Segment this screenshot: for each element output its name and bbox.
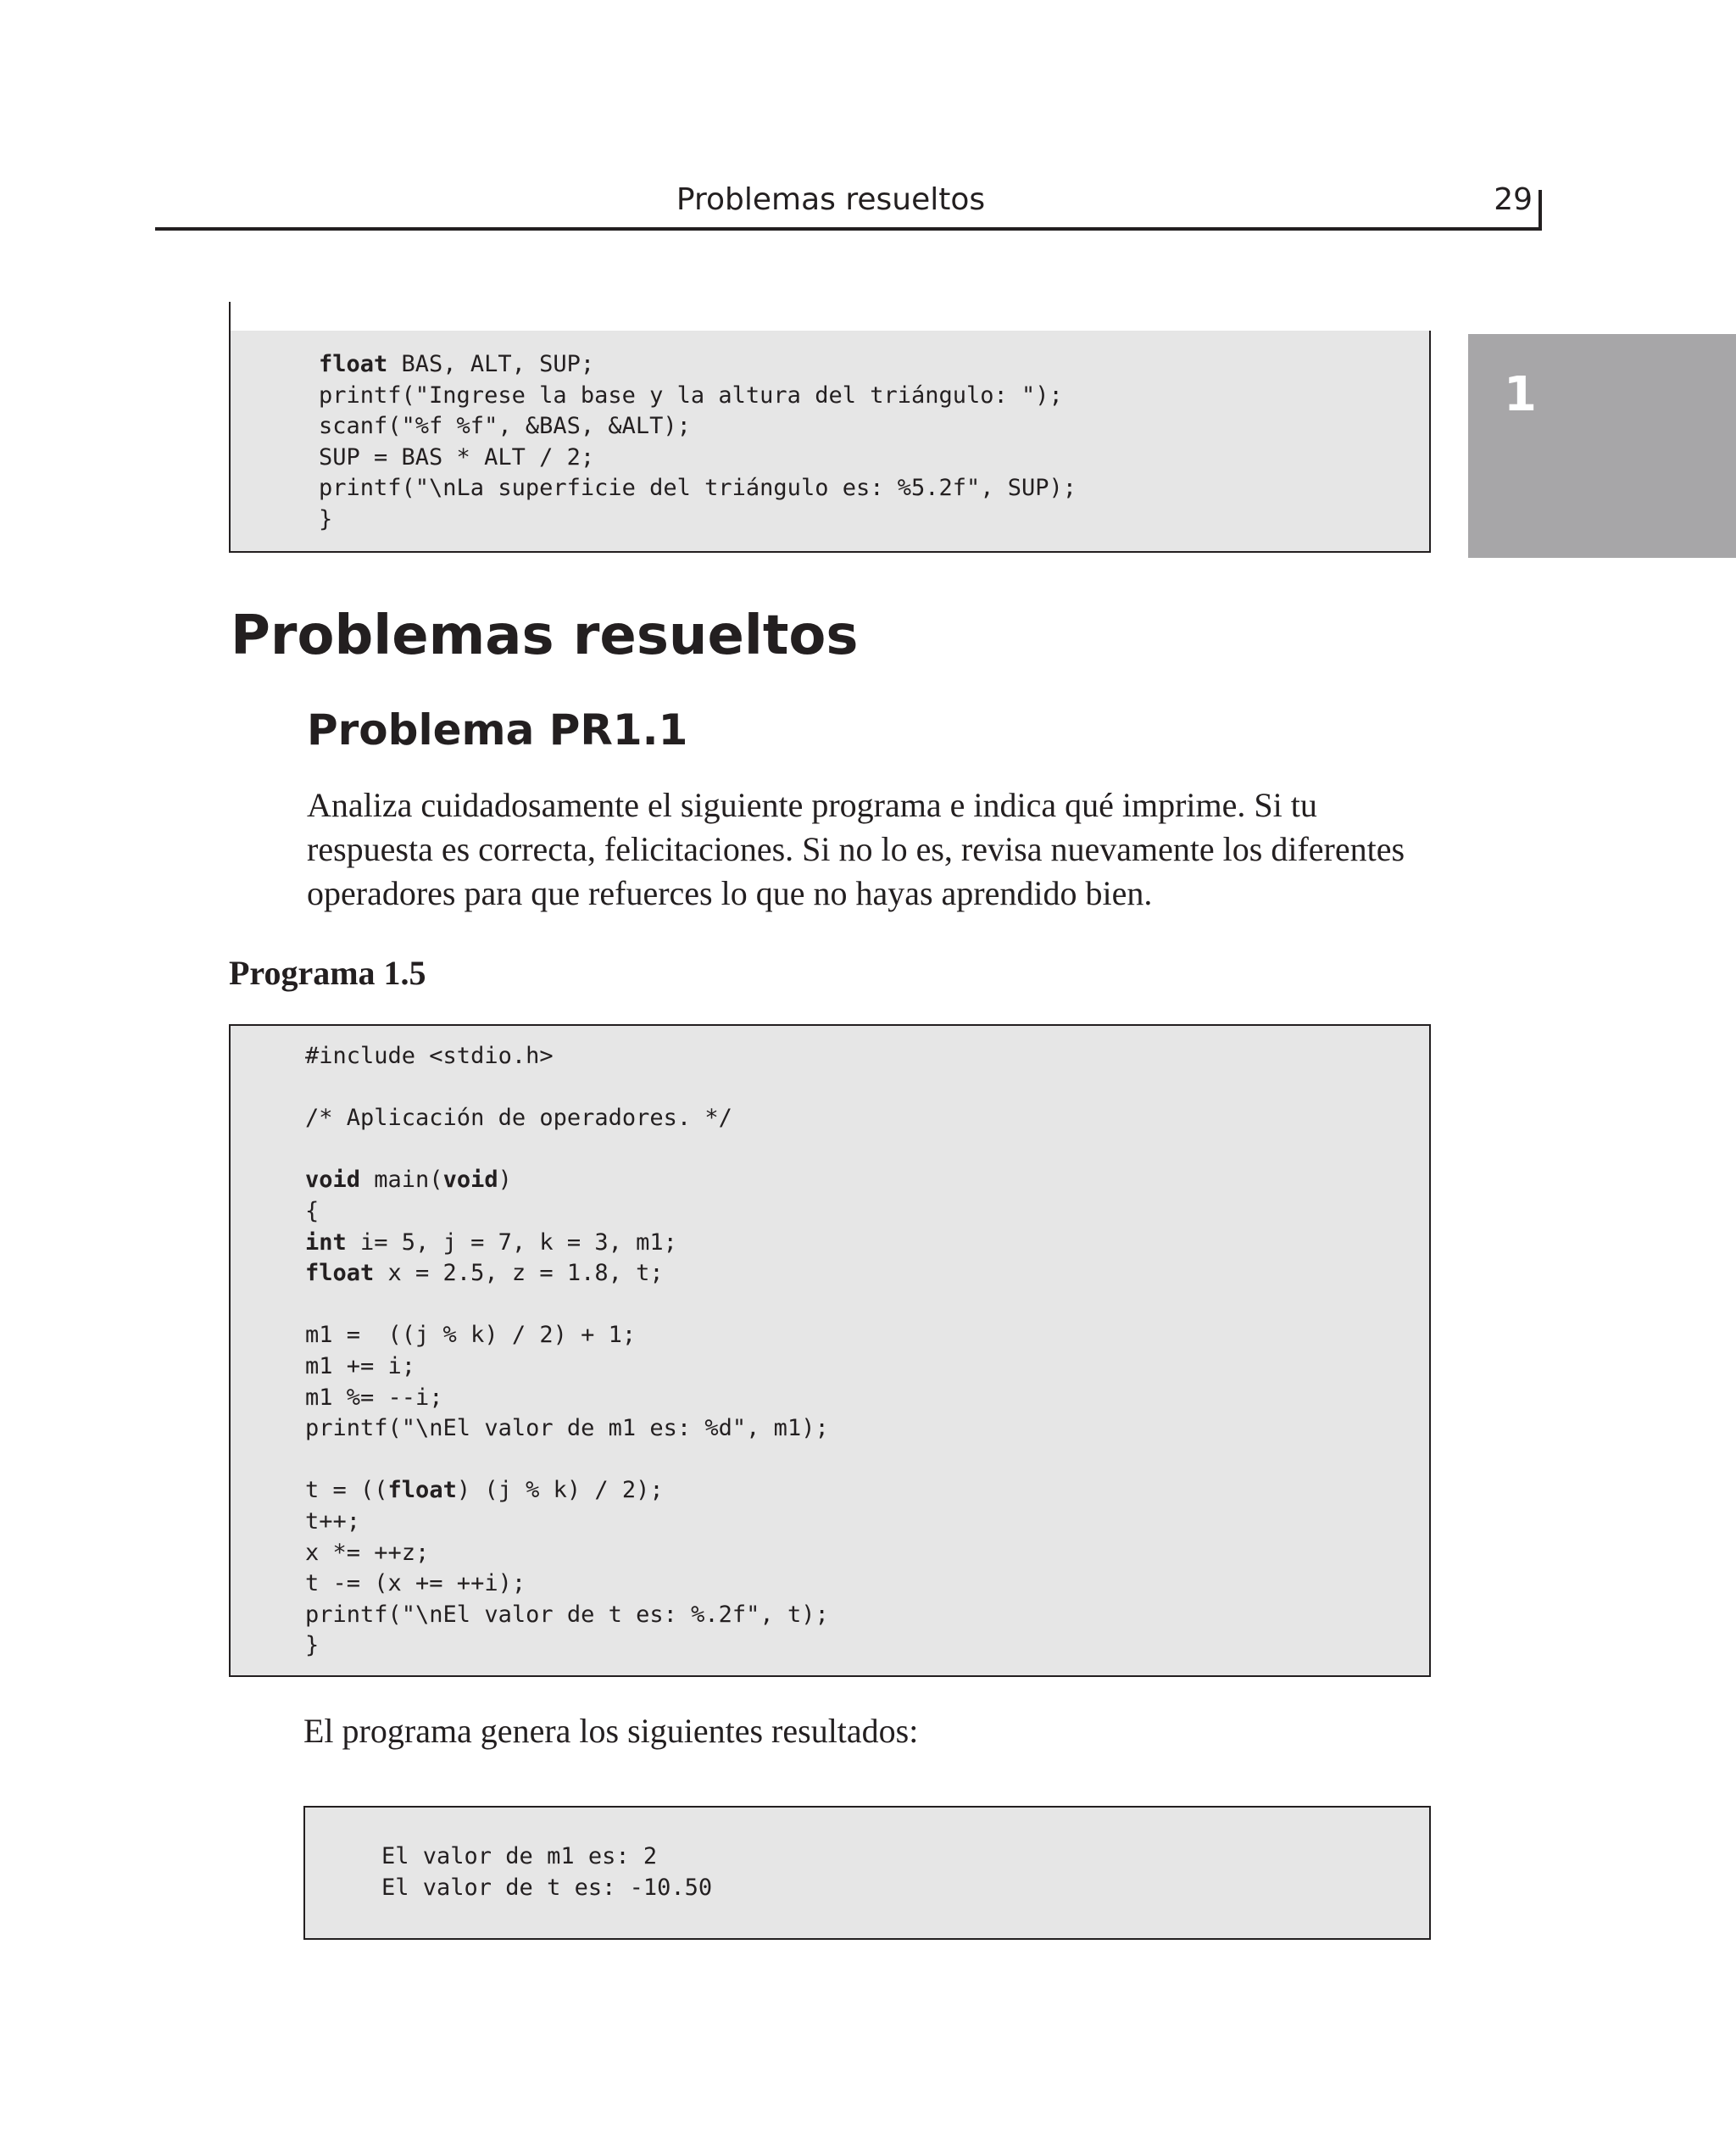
code-text: x *= ++z; — [305, 1539, 430, 1566]
code-line — [305, 1290, 829, 1321]
code-line — [305, 1165, 829, 1196]
code-line — [305, 1413, 829, 1445]
code-lines — [305, 1041, 829, 1662]
code-line — [305, 1630, 829, 1662]
code-text: #include <stdio.h> — [305, 1043, 554, 1069]
code-text: /* Aplicación de operadores. */ — [305, 1105, 732, 1132]
code-keyword: float — [305, 1260, 375, 1287]
code-listing-continued — [229, 331, 1431, 553]
header-rule — [155, 227, 1542, 231]
code-line — [319, 443, 1077, 474]
code-text: printf("\nEl valor de m1 es: %d", m1); — [305, 1415, 829, 1442]
code-text: { — [305, 1197, 320, 1224]
program-label: Programa 1.5 — [229, 954, 426, 992]
code-keyword: void — [442, 1167, 498, 1194]
code-text: printf("\nLa superficie del triángulo es: %5.2f", SUP); — [319, 475, 1077, 502]
code-line — [319, 349, 1077, 381]
code-line — [305, 1383, 829, 1414]
code-line — [319, 473, 1077, 504]
section-title: Problemas resueltos — [231, 604, 859, 667]
program-listing — [229, 1024, 1431, 1677]
code-line — [305, 1103, 829, 1134]
code-text: i= 5, j = 7, k = 3, m1; — [346, 1228, 677, 1256]
page-number: 29 — [1494, 182, 1533, 217]
code-text: scanf("%f %f", &BAS, &ALT); — [319, 413, 691, 440]
code-text: m1 = ((j % k) / 2) + 1; — [305, 1322, 637, 1349]
code-line — [305, 1568, 829, 1600]
problem-title: Problema PR1.1 — [307, 705, 688, 755]
code-line — [305, 1041, 829, 1072]
running-header-title: Problemas resueltos — [676, 182, 986, 217]
code-text: m1 += i; — [305, 1352, 416, 1379]
code-line — [305, 1475, 829, 1507]
code-line — [305, 1538, 829, 1569]
code-text: } — [305, 1632, 320, 1659]
code-lines — [319, 349, 1077, 536]
code-line — [381, 1841, 712, 1873]
chapter-number: 1 — [1504, 367, 1537, 422]
header-rule-tick — [1538, 190, 1542, 231]
code-text: printf("Ingrese la base y la altura del triángulo: "); — [319, 382, 1063, 409]
code-text: El valor de t es: -10.50 — [381, 1874, 713, 1901]
code-text: SUP = BAS * ALT / 2; — [319, 443, 595, 471]
code-text: BAS, ALT, SUP; — [387, 351, 595, 377]
code-text: printf("\nEl valor de t es: %.2f", t); — [305, 1601, 829, 1628]
code-text: x = 2.5, z = 1.8, t; — [374, 1260, 664, 1287]
code-text: t++; — [305, 1507, 361, 1535]
results-intro: El programa genera los siguientes resultados: — [303, 1712, 919, 1750]
code-line — [305, 1228, 829, 1259]
code-text: t -= (x += ++i); — [305, 1570, 526, 1597]
code-text: m1 %= --i; — [305, 1384, 443, 1411]
code-line — [305, 1600, 829, 1631]
code-line — [305, 1507, 829, 1538]
chapter-tab — [1468, 334, 1736, 558]
code-text: } — [319, 505, 333, 532]
code-text: t = (( — [305, 1477, 388, 1504]
code-line — [319, 504, 1077, 536]
code-keyword: float — [319, 351, 388, 377]
code-line — [305, 1445, 829, 1476]
code-line — [305, 1196, 829, 1228]
code-line — [305, 1134, 829, 1166]
code-text: El valor de m1 es: 2 — [381, 1843, 658, 1869]
code-keyword: void — [305, 1167, 361, 1194]
code-line — [305, 1072, 829, 1104]
code-box-continuation-stub — [229, 302, 231, 332]
program-output — [303, 1806, 1431, 1940]
output-lines — [381, 1841, 712, 1903]
code-line — [305, 1351, 829, 1383]
code-line — [319, 381, 1077, 412]
code-text: main( — [360, 1167, 443, 1194]
code-keyword: float — [387, 1477, 457, 1504]
code-keyword: int — [305, 1228, 347, 1256]
code-line — [381, 1873, 712, 1904]
code-line — [319, 411, 1077, 443]
problem-statement: Analiza cuidadosamente el siguiente programa e indica qué imprime. Si tu respuesta es correcta, felicitaciones. Si no lo es, revisa nuevamente los diferentes operadores para que refuerces lo que no hayas aprendido bien. — [307, 786, 1405, 912]
code-text: ) — [498, 1167, 512, 1194]
code-text: ) (j % k) / 2); — [456, 1477, 664, 1504]
code-line — [305, 1258, 829, 1290]
code-line — [305, 1320, 829, 1351]
